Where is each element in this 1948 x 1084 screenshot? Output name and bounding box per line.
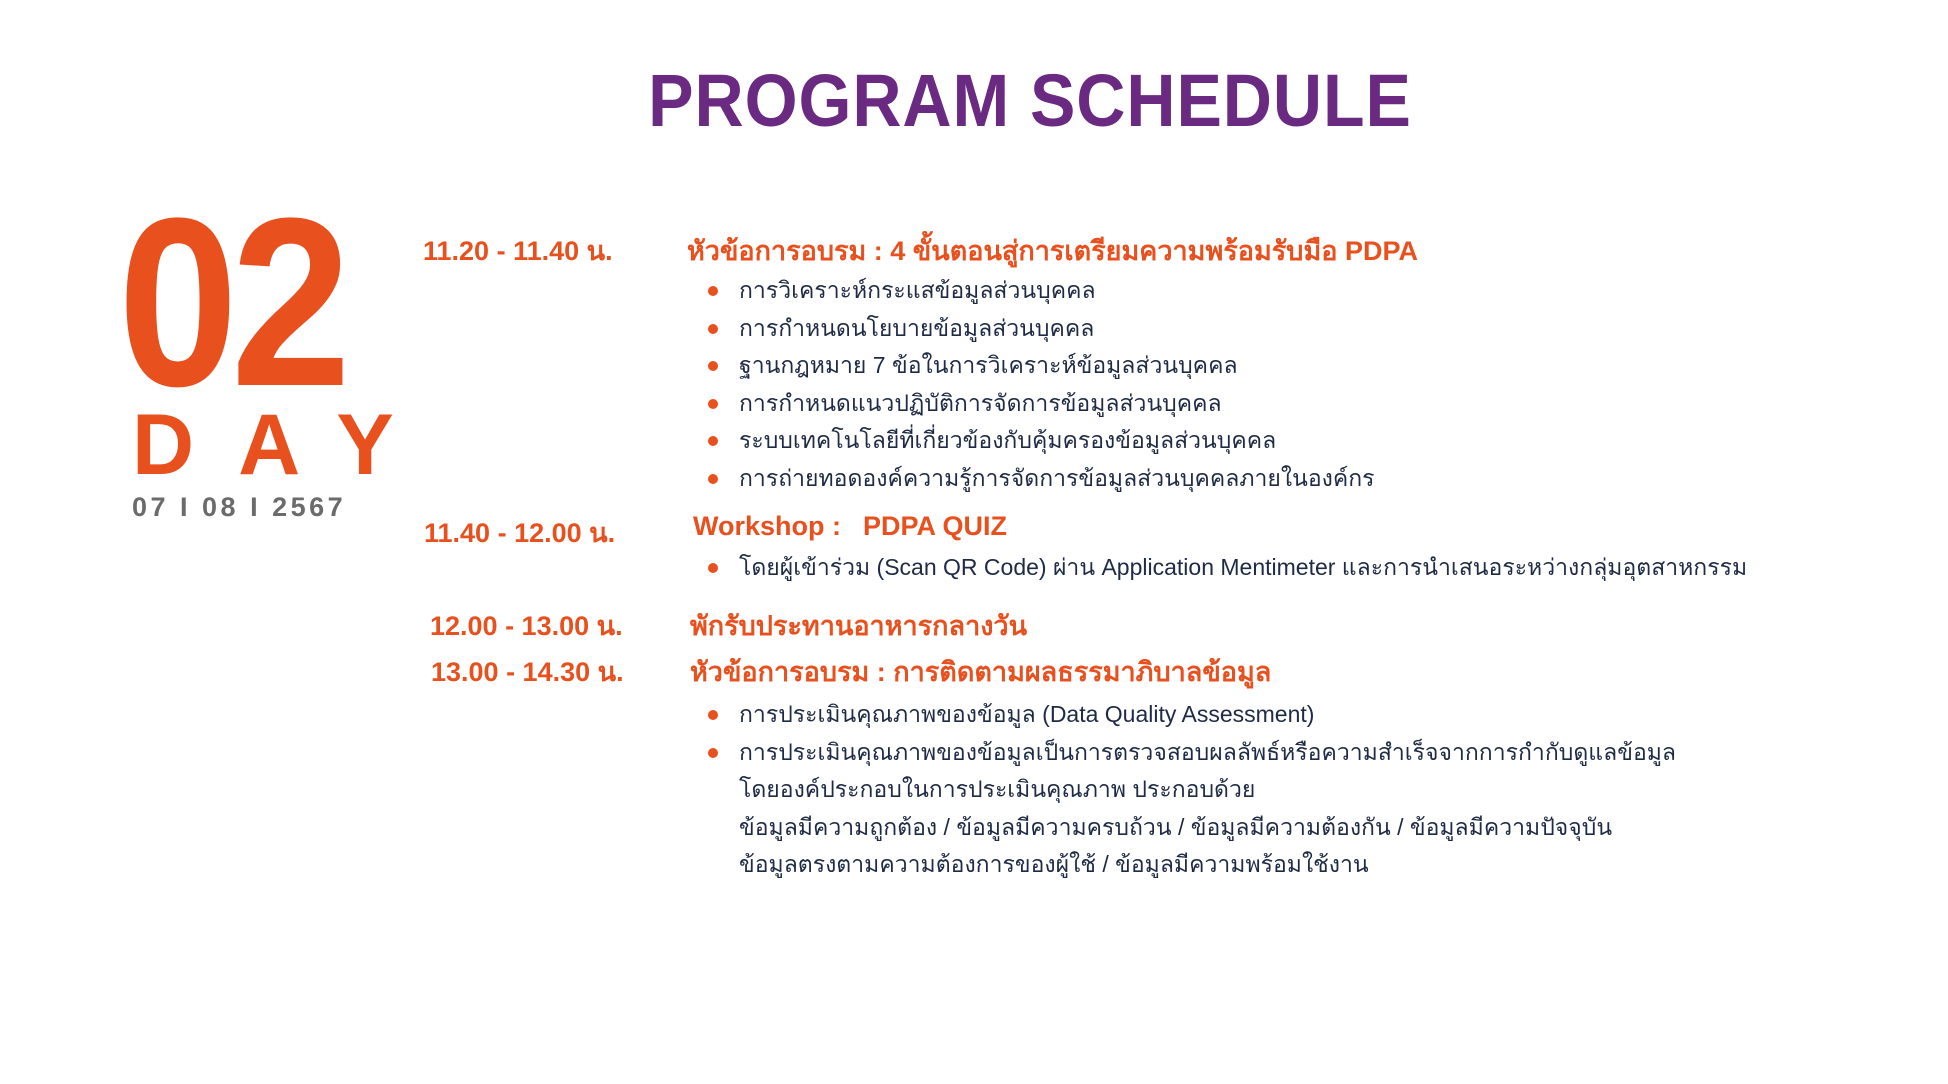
workshop-title: PDPA QUIZ xyxy=(863,511,1008,541)
bullet-line: ข้อมูลมีความถูกต้อง / ข้อมูลมีความครบถ้วน / ข้อมูลมีความต้องกัน / ข้อมูลมีความปัจจุบัน xyxy=(739,813,1613,840)
list-item: การวิเคราะห์กระแสข้อมูลส่วนบุคคล xyxy=(706,272,1375,310)
list-item: การประเมินคุณภาพของข้อมูล (Data Quality Assessment) xyxy=(706,696,1676,734)
session-time: 12.00 - 13.00 น. xyxy=(430,611,623,641)
day-date: 07 I 08 I 2567 xyxy=(132,492,347,522)
list-item: การกำหนดแนวปฏิบัติการจัดการข้อมูลส่วนบุคคล xyxy=(706,385,1375,423)
bullet-line: ข้อมูลตรงตามความต้องการของผู้ใช้ / ข้อมูลมีความพร้อมใช้งาน xyxy=(739,851,1369,877)
session-heading xyxy=(693,511,1007,542)
session-bullet-list xyxy=(706,549,1747,587)
session-bullet-list xyxy=(706,696,1676,884)
list-item: การกำหนดนโยบายข้อมูลส่วนบุคคล xyxy=(706,310,1375,348)
session-bullet-list xyxy=(706,272,1375,497)
list-item xyxy=(706,734,1676,884)
session-time: 11.20 - 11.40 น. xyxy=(423,236,613,266)
session-time: 11.40 - 12.00 น. xyxy=(424,518,616,548)
workshop-label: Workshop : xyxy=(693,511,841,541)
list-item: การถ่ายทอดองค์ความรู้การจัดการข้อมูลส่วนบุคคลภายในองค์กร xyxy=(706,460,1375,498)
day-label: DAY xyxy=(132,397,438,493)
session-time: 13.00 - 14.30 น. xyxy=(431,657,624,687)
bullet-line: การประเมินคุณภาพของข้อมูลเป็นการตรวจสอบผลลัพธ์หรือความสำเร็จจากการกำกับดูแลข้อมูล xyxy=(739,738,1677,765)
bullet-line: โดยองค์ประกอบในการประเมินคุณภาพ ประกอบด้วย xyxy=(739,776,1256,802)
day-number: 02 xyxy=(118,168,344,436)
list-item: ฐานกฎหมาย 7 ข้อในการวิเคราะห์ข้อมูลส่วนบุคคล xyxy=(706,347,1375,385)
session-heading: หัวข้อการอบรม : 4 ขั้นตอนสู่การเตรียมความพร้อมรับมือ PDPA xyxy=(687,236,1418,266)
page-title: PROGRAM SCHEDULE xyxy=(648,59,1412,142)
session-heading: หัวข้อการอบรม : การติดตามผลธรรมาภิบาลข้อมูล xyxy=(690,657,1272,687)
session-heading: พักรับประทานอาหารกลางวัน xyxy=(690,611,1028,641)
list-item: โดยผู้เข้าร่วม (Scan QR Code) ผ่าน Application Mentimeter และการนำเสนอระหว่างกลุ่มอุตสาหกรรม xyxy=(706,549,1747,587)
list-item: ระบบเทคโนโลยีที่เกี่ยวข้องกับคุ้มครองข้อมูลส่วนบุคคล xyxy=(706,422,1375,460)
